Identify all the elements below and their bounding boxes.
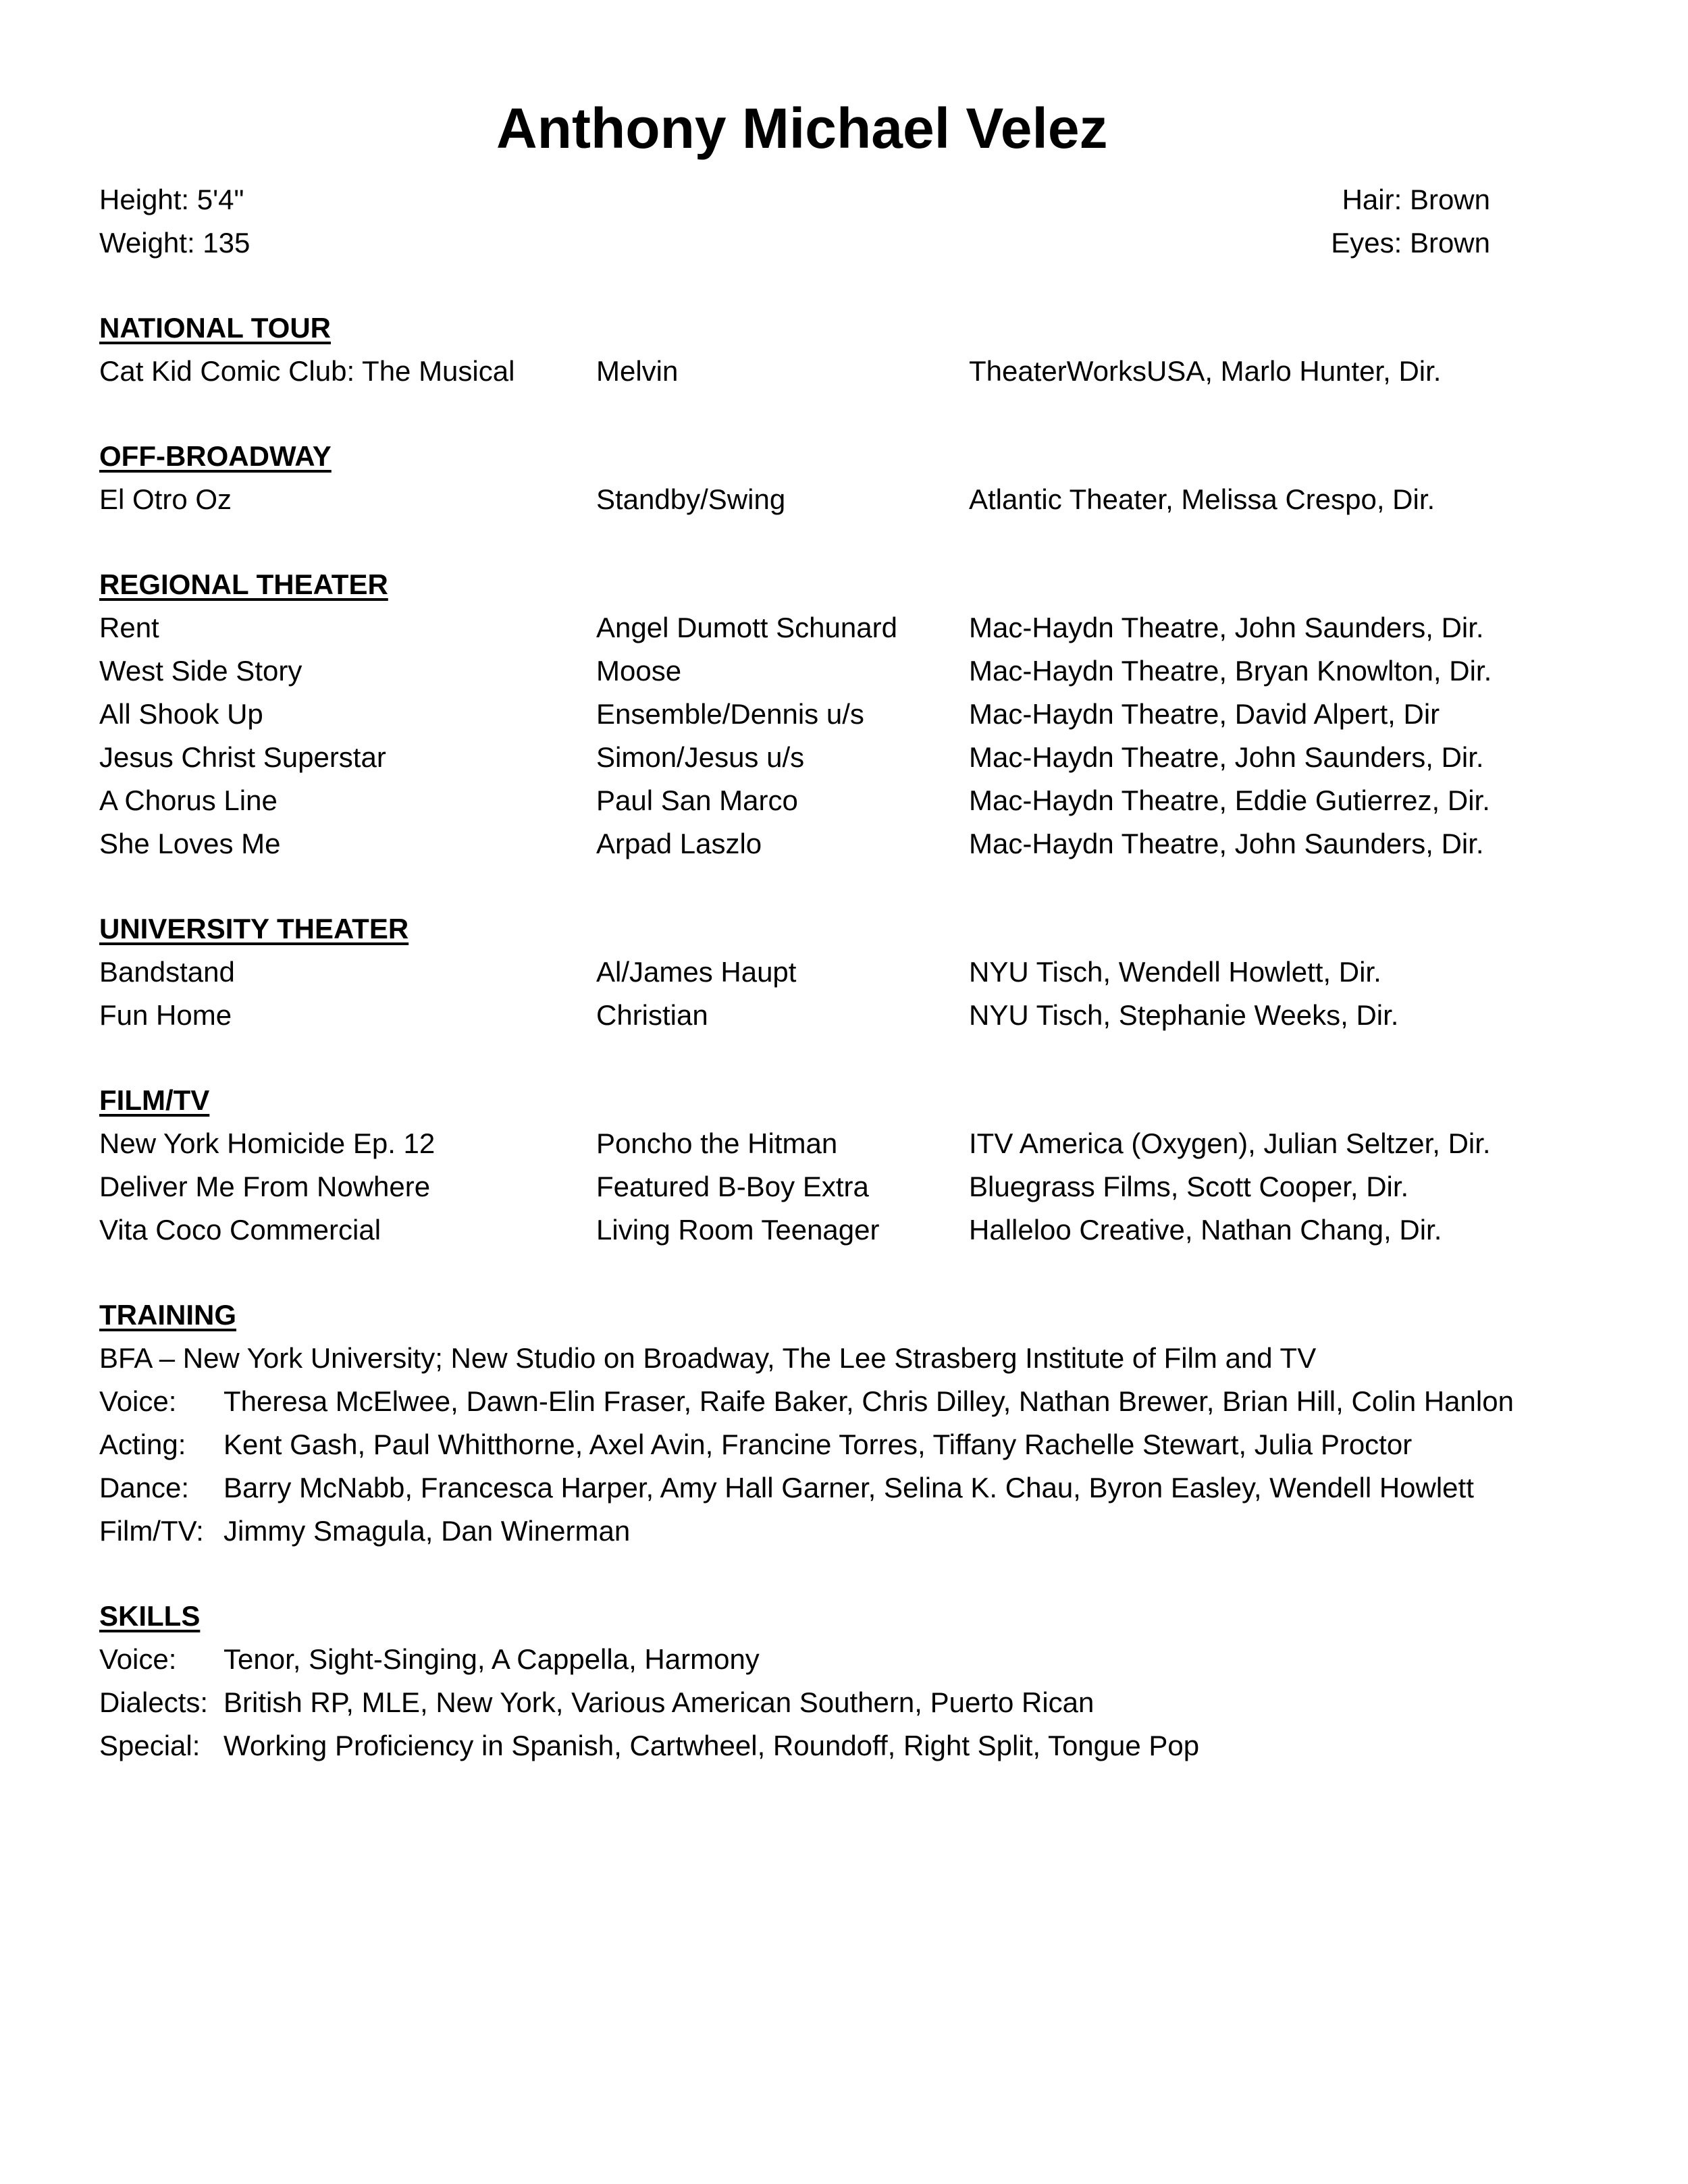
section-university-theater — [99, 907, 1490, 1037]
credit-role: Paul San Marco — [596, 784, 798, 816]
section-title: TRAINING — [99, 1299, 236, 1331]
credit-show: Vita Coco Commercial — [99, 1214, 381, 1246]
training-degree: BFA – New York University; New Studio on Broadway, The Lee Strasberg Institute of Film and TV — [99, 1342, 1317, 1374]
credit-row — [99, 779, 1490, 822]
section-title: REGIONAL THEATER — [99, 568, 388, 600]
credit-company: Mac-Haydn Theatre, John Saunders, Dir. — [969, 828, 1484, 859]
training-label: Acting: — [99, 1429, 186, 1460]
credit-company: Mac-Haydn Theatre, John Saunders, Dir. — [969, 741, 1484, 773]
section-title: NATIONAL TOUR — [99, 312, 331, 344]
credit-show: She Loves Me — [99, 828, 281, 859]
credit-role: Standby/Swing — [596, 483, 786, 515]
credit-company: Bluegrass Films, Scott Cooper, Dir. — [969, 1171, 1409, 1202]
skills-value: British RP, MLE, New York, Various American Southern, Puerto Rican — [223, 1686, 1094, 1718]
section-title: OFF-BROADWAY — [99, 440, 332, 472]
credit-row — [99, 1208, 1490, 1252]
skills-value: Tenor, Sight-Singing, A Cappella, Harmony — [223, 1643, 760, 1675]
section-training — [99, 1294, 1514, 1553]
credit-show: Cat Kid Comic Club: The Musical — [99, 355, 515, 387]
resume-sections — [99, 307, 1514, 1809]
credit-show: Rent — [99, 612, 159, 643]
credit-row — [99, 478, 1490, 521]
skills-row — [99, 1638, 1490, 1681]
skills-value: Working Proficiency in Spanish, Cartwheel, Roundoff, Right Split, Tongue Pop — [223, 1730, 1200, 1761]
eyes-stat: Eyes: Brown — [1331, 227, 1490, 259]
training-label: Film/TV: — [99, 1515, 204, 1547]
credit-row — [99, 350, 1490, 393]
skills-row — [99, 1724, 1490, 1767]
credit-show: Jesus Christ Superstar — [99, 741, 386, 773]
credit-row — [99, 994, 1490, 1037]
credit-show: New York Homicide Ep. 12 — [99, 1127, 436, 1159]
credit-role: Arpad Laszlo — [596, 828, 762, 859]
credit-role: Featured B-Boy Extra — [596, 1171, 869, 1202]
credit-show: Fun Home — [99, 999, 232, 1031]
credit-company: Mac-Haydn Theatre, Bryan Knowlton, Dir. — [969, 655, 1492, 687]
credit-role: Poncho the Hitman — [596, 1127, 838, 1159]
credit-company: Mac-Haydn Theatre, Eddie Gutierrez, Dir. — [969, 784, 1490, 816]
credit-company: NYU Tisch, Wendell Howlett, Dir. — [969, 956, 1381, 988]
credit-company: Atlantic Theater, Melissa Crespo, Dir. — [969, 483, 1435, 515]
section-title: UNIVERSITY THEATER — [99, 913, 409, 944]
credit-row — [99, 693, 1490, 736]
section-national-tour — [99, 307, 1490, 393]
training-teachers: Jimmy Smagula, Dan Winerman — [223, 1515, 631, 1547]
credit-show: All Shook Up — [99, 698, 263, 730]
training-row — [99, 1510, 1490, 1553]
stats-right — [1331, 178, 1490, 265]
credit-row — [99, 649, 1490, 693]
weight-stat: Weight: 135 — [99, 227, 250, 259]
credit-role: Moose — [596, 655, 682, 687]
credit-row — [99, 951, 1490, 994]
skills-label: Voice: — [99, 1643, 177, 1675]
section-title: SKILLS — [99, 1600, 201, 1632]
skills-label: Dialects: — [99, 1686, 209, 1718]
section-skills — [99, 1595, 1490, 1767]
credit-row — [99, 606, 1490, 649]
credit-role: Simon/Jesus u/s — [596, 741, 805, 773]
height-stat: Height: 5'4" — [99, 184, 244, 215]
credit-role: Al/James Haupt — [596, 956, 797, 988]
credit-company: TheaterWorksUSA, Marlo Hunter, Dir. — [969, 355, 1442, 387]
skills-label: Special: — [99, 1730, 201, 1761]
training-label: Voice: — [99, 1385, 177, 1417]
credit-role: Ensemble/Dennis u/s — [596, 698, 864, 730]
credit-show: West Side Story — [99, 655, 302, 687]
training-teachers: Kent Gash, Paul Whitthorne, Axel Avin, Francine Torres, Tiffany Rachelle Stewart, Julia Proctor — [223, 1429, 1413, 1460]
training-row — [99, 1466, 1490, 1510]
training-row — [99, 1423, 1490, 1466]
credit-show: A Chorus Line — [99, 784, 278, 816]
section-regional-theater — [99, 563, 1490, 865]
credit-show: El Otro Oz — [99, 483, 232, 515]
section-title: FILM/TV — [99, 1084, 210, 1116]
training-row — [99, 1380, 1514, 1423]
training-teachers: Barry McNabb, Francesca Harper, Amy Hall Garner, Selina K. Chau, Byron Easley, Wendell Howlett — [223, 1472, 1474, 1503]
credit-row — [99, 822, 1490, 865]
training-teachers: Theresa McElwee, Dawn-Elin Fraser, Raife Baker, Chris Dilley, Nathan Brewer, Brian Hill, Colin Hanlon — [223, 1385, 1514, 1417]
section-off-broadway — [99, 435, 1490, 521]
credit-role: Christian — [596, 999, 708, 1031]
training-label: Dance: — [99, 1472, 190, 1503]
credit-company: NYU Tisch, Stephanie Weeks, Dir. — [969, 999, 1399, 1031]
credit-company: Halleloo Creative, Nathan Chang, Dir. — [969, 1214, 1442, 1246]
skills-row — [99, 1681, 1490, 1724]
resume-name: Anthony Michael Velez — [496, 97, 1108, 160]
credit-show: Deliver Me From Nowhere — [99, 1171, 431, 1202]
hair-stat: Hair: Brown — [1342, 184, 1490, 215]
section-film-tv — [99, 1079, 1490, 1252]
credit-company: Mac-Haydn Theatre, John Saunders, Dir. — [969, 612, 1484, 643]
credit-row — [99, 736, 1490, 779]
credit-show: Bandstand — [99, 956, 235, 988]
credit-role: Melvin — [596, 355, 679, 387]
credit-row — [99, 1122, 1490, 1165]
credit-role: Living Room Teenager — [596, 1214, 880, 1246]
credit-role: Angel Dumott Schunard — [596, 612, 897, 643]
credit-company: Mac-Haydn Theatre, David Alpert, Dir — [969, 698, 1440, 730]
credit-row — [99, 1165, 1490, 1208]
credit-company: ITV America (Oxygen), Julian Seltzer, Dir. — [969, 1127, 1491, 1159]
stats-left — [99, 178, 250, 265]
